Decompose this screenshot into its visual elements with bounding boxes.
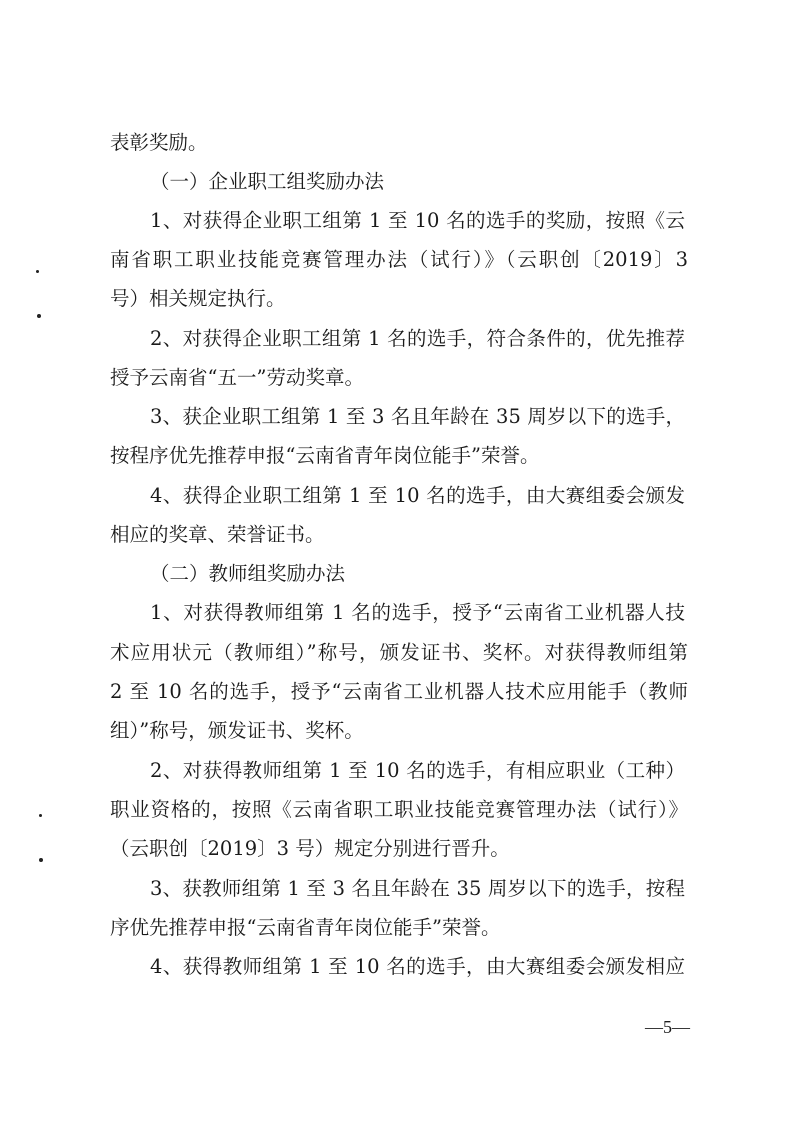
section-heading: （二）教师组奖励办法 [150,562,346,585]
text-line: 1、对获得教师组第 1 名的选手，授予“云南省工业机器人技 [150,601,685,624]
text-line: 南省职工职业技能竞赛管理办法（试行）》（云职创〔2019〕3 [110,248,688,271]
text-line: 2、对获得企业职工组第 1 名的选手，符合条件的，优先推荐 [150,327,685,350]
text-line: 组）”称号，颁发证书、奖杯。 [110,719,364,742]
text-line: 序优先推荐申报“云南省青年岗位能手”荣誉。 [110,916,501,939]
text-line: 表彰奖励。 [110,131,208,154]
text-line: （云职创〔2019〕3 号）规定分别进行晋升。 [110,837,510,860]
text-line: 4、获得教师组第 1 至 10 名的选手，由大赛组委会颁发相应 [150,955,685,978]
text-line: 术应用状元（教师组）”称号，颁发证书、奖杯。对获得教师组第 [110,641,688,664]
text-line: 授予云南省“五一”劳动奖章。 [110,366,364,389]
text-line: 2 至 10 名的选手，授予“云南省工业机器人技术应用能手（教师 [110,680,688,703]
section-heading: （一）企业职工组奖励办法 [150,170,385,193]
binding-mark [37,314,41,318]
binding-mark [39,814,42,817]
binding-mark [39,858,43,862]
text-line: 2、对获得教师组第 1 至 10 名的选手，有相应职业（工种） [150,759,685,782]
text-line: 职业资格的，按照《云南省职工职业技能竞赛管理办法（试行）》 [110,798,688,821]
page-number: —5— [645,1017,690,1037]
text-line: 3、获企业职工组第 1 至 3 名且年龄在 35 周岁以下的选手， [150,405,685,428]
text-line: 4、获得企业职工组第 1 至 10 名的选手，由大赛组委会颁发 [150,484,685,507]
text-line: 相应的奖章、荣誉证书。 [110,523,325,546]
text-line: 3、获教师组第 1 至 3 名且年龄在 35 周岁以下的选手，按程 [150,877,685,900]
text-line: 按程序优先推荐申报“云南省青年岗位能手”荣誉。 [110,444,540,467]
text-line: 1、对获得企业职工组第 1 至 10 名的选手的奖励，按照《云 [150,209,685,232]
text-line: 号）相关规定执行。 [110,287,286,310]
binding-mark [36,270,39,273]
